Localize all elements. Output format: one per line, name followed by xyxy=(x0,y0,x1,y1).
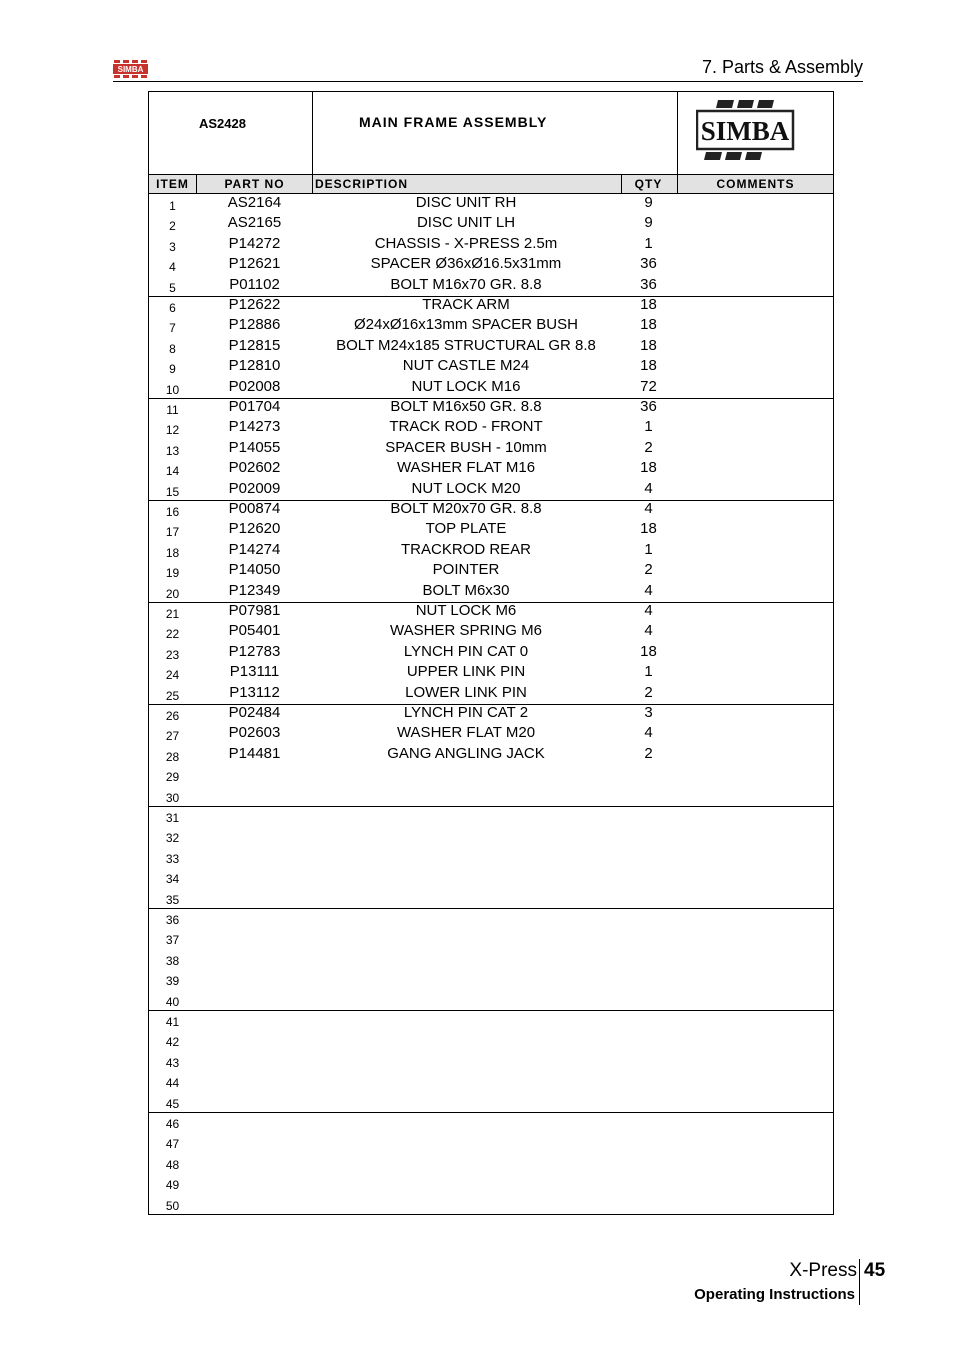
table-row xyxy=(149,480,833,500)
part-number: P14274 xyxy=(228,540,281,558)
item-number: 50 xyxy=(165,1198,180,1213)
part-quantity: 9 xyxy=(644,214,653,232)
item-number: 16 xyxy=(165,505,180,519)
part-description: BOLT M20x70 GR. 8.8 xyxy=(390,500,542,517)
part-number: P13112 xyxy=(229,683,280,701)
header-divider xyxy=(113,81,863,82)
part-quantity: 1 xyxy=(644,418,653,436)
assembly-name-cell xyxy=(313,92,678,174)
part-number: P14055 xyxy=(228,438,281,456)
part-description: NUT LOCK M6 xyxy=(415,602,517,619)
item-number: 35 xyxy=(165,892,180,907)
table-row xyxy=(149,1051,833,1071)
part-quantity: 72 xyxy=(640,377,657,395)
item-number: 30 xyxy=(165,790,180,805)
section-title: 7. Parts & Assembly xyxy=(701,57,863,77)
part-quantity: 18 xyxy=(640,296,657,313)
part-description: CHASSIS - X-PRESS 2.5m xyxy=(374,234,558,252)
item-number: 4 xyxy=(169,260,176,275)
part-number: AS2164 xyxy=(227,194,282,211)
table-row xyxy=(149,316,833,336)
item-number: 29 xyxy=(165,770,180,785)
item-number: 24 xyxy=(165,668,180,683)
part-number: P14050 xyxy=(228,561,281,579)
part-quantity: 2 xyxy=(644,744,653,762)
part-description: DISC UNIT LH xyxy=(416,214,516,232)
item-number: 6 xyxy=(169,301,176,315)
part-quantity: 4 xyxy=(644,500,653,517)
item-number: 28 xyxy=(165,749,180,764)
part-quantity: 36 xyxy=(640,255,657,273)
item-number: 8 xyxy=(169,341,176,356)
table-row xyxy=(149,459,833,479)
page-number: 45 xyxy=(864,1260,886,1281)
item-number: 38 xyxy=(165,953,180,968)
table-row xyxy=(149,520,833,540)
item-number: 17 xyxy=(165,525,180,540)
table-row xyxy=(149,235,833,255)
simba-logo-text: SIMBA xyxy=(700,116,790,146)
part-number: P12621 xyxy=(228,255,281,273)
part-description: NUT CASTLE M24 xyxy=(402,357,530,375)
part-quantity: 4 xyxy=(644,724,653,742)
part-number: P02484 xyxy=(228,704,281,721)
table-row xyxy=(149,949,833,969)
part-quantity: 36 xyxy=(640,398,657,415)
table-row xyxy=(149,847,833,867)
table-row xyxy=(149,582,833,602)
table-row xyxy=(149,786,833,806)
item-number: 46 xyxy=(165,1117,180,1131)
part-quantity: 36 xyxy=(640,275,657,293)
part-quantity: 2 xyxy=(644,683,653,701)
part-quantity: 4 xyxy=(644,479,653,497)
table-row xyxy=(149,561,833,581)
part-description: LYNCH PIN CAT 2 xyxy=(403,704,529,721)
part-description: SPACER BUSH - 10mm xyxy=(385,438,547,456)
part-number: P12620 xyxy=(228,520,281,538)
part-number: P00874 xyxy=(228,500,281,517)
brand-logo xyxy=(113,60,148,78)
table-row xyxy=(149,1153,833,1173)
table-row xyxy=(149,1071,833,1091)
table-row xyxy=(149,296,833,316)
col-description-header: DESCRIPTION xyxy=(313,175,622,193)
assembly-code-cell xyxy=(149,92,313,174)
part-quantity: 1 xyxy=(644,234,653,252)
table-row xyxy=(149,1194,833,1214)
item-number: 7 xyxy=(169,321,176,336)
part-quantity: 18 xyxy=(640,642,657,660)
item-number: 33 xyxy=(165,851,180,866)
table-row xyxy=(149,806,833,826)
document-subtitle: Operating Instructions xyxy=(694,1286,855,1303)
part-description: WASHER FLAT M16 xyxy=(396,459,536,477)
table-row xyxy=(149,990,833,1010)
table-row xyxy=(149,622,833,642)
part-description: NUT LOCK M16 xyxy=(411,377,521,395)
table-row xyxy=(149,439,833,459)
item-number: 3 xyxy=(169,239,176,254)
part-description: UPPER LINK PIN xyxy=(406,663,526,681)
part-quantity: 18 xyxy=(640,459,657,477)
part-description: TRACKROD REAR xyxy=(400,540,531,558)
part-number: P05401 xyxy=(228,622,281,640)
table-row xyxy=(149,867,833,887)
part-quantity: 2 xyxy=(644,438,653,456)
table-row xyxy=(149,1092,833,1112)
item-number: 19 xyxy=(165,566,180,581)
part-quantity: 18 xyxy=(640,520,657,538)
item-number: 18 xyxy=(165,545,180,560)
part-number: P02009 xyxy=(228,479,281,497)
assembly-name: MAIN FRAME ASSEMBLY xyxy=(359,114,548,130)
part-description: NUT LOCK M20 xyxy=(411,479,521,497)
item-number: 32 xyxy=(165,831,180,846)
col-comments-header: COMMENTS xyxy=(716,177,795,191)
item-number: 40 xyxy=(165,994,180,1009)
part-description: POINTER xyxy=(432,561,500,579)
item-number: 1 xyxy=(169,199,176,213)
part-description: BOLT M6x30 xyxy=(422,581,510,599)
table-row xyxy=(149,1030,833,1050)
table-row xyxy=(149,908,833,928)
table-row xyxy=(149,704,833,724)
table-row xyxy=(149,684,833,704)
item-number: 43 xyxy=(165,1055,180,1070)
item-number: 41 xyxy=(165,1015,180,1029)
item-number: 37 xyxy=(165,933,180,948)
part-quantity: 18 xyxy=(640,316,657,334)
table-row xyxy=(149,378,833,398)
table-row xyxy=(149,602,833,622)
item-number: 2 xyxy=(169,219,176,234)
item-number: 12 xyxy=(165,423,180,438)
item-number: 49 xyxy=(165,1178,180,1193)
part-description: WASHER SPRING M6 xyxy=(390,622,542,640)
table-row xyxy=(149,398,833,418)
item-number: 11 xyxy=(166,403,179,417)
table-row xyxy=(149,1132,833,1152)
title-block xyxy=(149,92,833,174)
part-description: TOP PLATE xyxy=(425,520,507,538)
part-description: GANG ANGLING JACK xyxy=(387,744,545,762)
item-number: 9 xyxy=(169,362,176,377)
part-number: P12810 xyxy=(228,357,281,375)
part-description: Ø24xØ16x13mm SPACER BUSH xyxy=(354,316,578,334)
part-number: P01704 xyxy=(228,398,281,415)
item-number: 5 xyxy=(169,280,176,295)
part-quantity: 4 xyxy=(644,602,653,619)
item-number: 15 xyxy=(165,484,180,499)
item-number: 45 xyxy=(165,1096,180,1111)
product-name: X-Press xyxy=(789,1260,857,1281)
table-row xyxy=(149,969,833,989)
brand-logo-text: SIMBA xyxy=(117,65,144,74)
part-number: P12815 xyxy=(228,336,281,354)
item-number: 27 xyxy=(165,729,180,744)
table-row xyxy=(149,663,833,683)
part-quantity: 9 xyxy=(644,194,653,211)
part-number: P01102 xyxy=(229,275,280,293)
item-number: 31 xyxy=(165,811,180,825)
part-number: P02603 xyxy=(228,724,281,742)
part-number: P14273 xyxy=(228,418,281,436)
footer-divider xyxy=(859,1259,860,1305)
item-number: 36 xyxy=(165,913,180,927)
table-row xyxy=(149,255,833,275)
item-number: 42 xyxy=(165,1035,180,1050)
part-description: BOLT M24x185 STRUCTURAL GR 8.8 xyxy=(336,336,596,354)
item-number: 13 xyxy=(165,443,180,458)
item-number: 34 xyxy=(165,872,180,887)
part-description: TRACK ARM xyxy=(422,296,510,313)
part-number: P14481 xyxy=(228,744,281,762)
part-description: LOWER LINK PIN xyxy=(405,683,527,701)
item-number: 44 xyxy=(165,1076,180,1091)
part-description: LYNCH PIN CAT 0 xyxy=(403,642,529,660)
parts-sheet xyxy=(148,91,834,1215)
item-number: 21 xyxy=(165,607,180,621)
col-item-header: ITEM xyxy=(149,175,197,193)
table-row xyxy=(149,643,833,663)
table-row xyxy=(149,541,833,561)
assembly-code: AS2428 xyxy=(199,116,246,131)
table-row xyxy=(149,765,833,785)
part-description: BOLT M16x50 GR. 8.8 xyxy=(390,398,542,415)
item-number: 39 xyxy=(165,974,180,989)
part-quantity: 18 xyxy=(640,336,657,354)
part-description: TRACK ROD - FRONT xyxy=(389,418,543,436)
table-row xyxy=(149,1010,833,1030)
table-row xyxy=(149,928,833,948)
table-row xyxy=(149,276,833,296)
part-number: P07981 xyxy=(228,602,281,619)
item-number: 48 xyxy=(165,1157,180,1172)
item-number: 22 xyxy=(165,627,180,642)
part-description: DISC UNIT RH xyxy=(415,194,517,211)
table-row xyxy=(149,724,833,744)
part-number: P13111 xyxy=(229,663,280,681)
table-row xyxy=(149,214,833,234)
part-number: P12349 xyxy=(228,581,281,599)
part-description: WASHER FLAT M20 xyxy=(396,724,536,742)
table-row xyxy=(149,1112,833,1132)
simba-logo-cell xyxy=(678,92,834,174)
part-quantity: 4 xyxy=(644,622,653,640)
part-description: SPACER Ø36xØ16.5x31mm xyxy=(370,255,562,273)
part-quantity: 4 xyxy=(644,581,653,599)
part-number: AS2165 xyxy=(227,214,282,232)
table-row xyxy=(149,500,833,520)
part-number: P02008 xyxy=(228,377,281,395)
simba-logo xyxy=(696,100,796,162)
column-header-row xyxy=(149,174,833,194)
part-quantity: 2 xyxy=(644,561,653,579)
item-number: 25 xyxy=(165,688,180,703)
item-number: 10 xyxy=(165,382,180,397)
item-number: 14 xyxy=(165,464,180,479)
part-quantity: 18 xyxy=(640,357,657,375)
item-number: 20 xyxy=(165,586,180,601)
table-row xyxy=(149,1173,833,1193)
col-qty-header: QTY xyxy=(620,175,678,193)
part-quantity: 1 xyxy=(644,540,653,558)
table-row xyxy=(149,194,833,214)
part-number: P12886 xyxy=(228,316,281,334)
part-number: P12622 xyxy=(228,296,281,313)
table-row xyxy=(149,357,833,377)
table-row xyxy=(149,745,833,765)
part-quantity: 1 xyxy=(644,663,653,681)
part-number: P02602 xyxy=(228,459,281,477)
table-row xyxy=(149,418,833,438)
item-number: 26 xyxy=(165,709,180,723)
part-number: P14272 xyxy=(228,234,281,252)
part-quantity: 3 xyxy=(644,704,653,721)
item-number: 23 xyxy=(165,647,180,662)
part-number: P12783 xyxy=(228,642,281,660)
table-row xyxy=(149,826,833,846)
table-row xyxy=(149,888,833,908)
item-number: 47 xyxy=(165,1137,180,1152)
col-part-no-header: PART NO xyxy=(197,175,313,193)
table-row xyxy=(149,337,833,357)
part-description: BOLT M16x70 GR. 8.8 xyxy=(390,275,542,293)
